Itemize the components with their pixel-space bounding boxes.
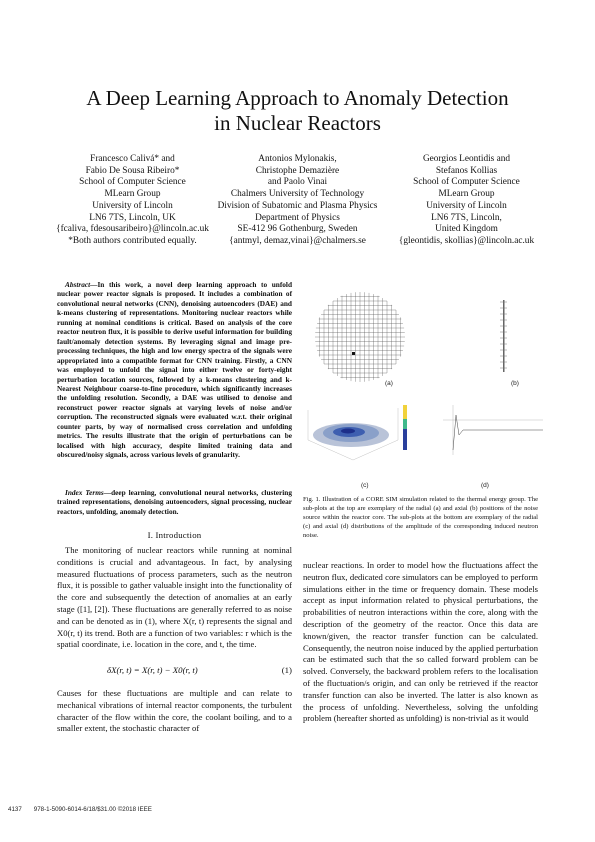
copyright-isbn: 978-1-5090-6014-6/18/$31.00 ©2018 IEEE bbox=[33, 806, 152, 813]
index-terms-label: Index Terms bbox=[65, 488, 104, 497]
subfig-label-c: (c) bbox=[361, 482, 369, 489]
author-email: {antmyl, demaz,vinai}@chalmers.se bbox=[229, 235, 366, 246]
author-line: LN6 7TS, Lincoln, UK bbox=[89, 212, 176, 223]
author-line: Division of Subatomic and Plasma Physics bbox=[217, 200, 378, 211]
author-line: SE-412 96 Gothenburg, Sweden bbox=[237, 224, 358, 235]
index-terms bbox=[57, 488, 292, 516]
figure-caption: Fig. 1. Illustration of a CORE SIM simulation related to the thermal energy group. The sub-plots at the top are exemplary of the radial (a) and axial (b) positions of the noise source within the reactor core. The sub-plots at the bottom are exemplary of the radial (c) and axial (d) distributions of the amplitude of the corresponding induced neutron noise. bbox=[303, 496, 538, 539]
intro-paragraph-1: The monitoring of nuclear reactors while running at nominal conditions is crucial and advantageous. In fact, by analysing measured fluctuations of process parameters, such as the neutron flux, it is possible to gather valuable insight into the functionality of the core and subsequently the detection of anomalies at an early stage ([1], [2]). These fluctuations are generally referred to as noise and can be denoted as in (1), where X(r, t) represents the signal and X0(r, t) its trend. Both are a function of two variables: r which is the spatial coordinate, i.e. location in the core, and t, the time. bbox=[57, 545, 292, 650]
author-email: {gleontidis, skollias}@lincoln.ac.uk bbox=[398, 235, 535, 246]
equation-text: δX(r, t) = X(r, t) − X0(r, t) bbox=[107, 665, 198, 675]
author-line: United Kingdom bbox=[435, 224, 498, 235]
author-line: Stefanos Kollias bbox=[435, 165, 498, 176]
intro-paragraph-3: nuclear reactions. In order to model how the fluctuations affect the neutron flux, dedicated core simulators can be employed to perform simulations either in the time or frequency domain. These models accept as input information related to physical perturbations, the probabilities of neutron interactions within the core, along with the description of the geometry of the reactor. Once this data are known/given, the reactor transfer function can be calculated. Consequently, the neutron noise induced by the applied perturbation can be estimated such that the so called forward problem can be solved. Conversely, the backward problem refers to the localisation of the fluctuation/s origin, and can only be retrieved if the reactor transfer function can also be inverted. The latter is also known as the process of unfolding. Nevertheless, solving the unfolding problem (hereafter shorted as unfolding) is non-trivial as it would bbox=[303, 560, 538, 724]
abstract bbox=[57, 280, 292, 460]
author-line: Department of Physics bbox=[255, 212, 340, 223]
section-heading: I. Introduction bbox=[147, 530, 202, 540]
figure-1-graphics bbox=[303, 280, 543, 492]
page-number: 4137 bbox=[8, 806, 22, 813]
subfig-c-radial-noise-surface bbox=[308, 405, 407, 460]
author-line: MLearn Group bbox=[438, 189, 495, 200]
author-line: and Paolo Vinai bbox=[267, 177, 328, 188]
author-block-1 bbox=[40, 154, 225, 248]
author-line: University of Lincoln bbox=[92, 200, 173, 211]
subfig-label-d: (d) bbox=[481, 482, 489, 489]
author-line: LN6 7TS, Lincoln, bbox=[431, 212, 502, 223]
author-line: School of Computer Science bbox=[413, 177, 520, 188]
abstract-text: —In this work, a novel deep learning approach to unfold nuclear power reactor signals is proposed. It includes a combination of convolutional neural networks (CNN), denoising autoencoders (DAE) and k-means clustering of representations. Monitoring nuclear reactors while running at nominal conditions is critical. Based on analysis of the core reactor neutron flux, it is possible to derive useful information for building fault/anomaly detection systems. By leveraging signal and image pre-processing techniques, the high and low energy spectra of the signals were appropriated into a compatible format for CNN training. Firstly, a CNN was employed to unfold the signal into either twelve or forty-eight perturbation location sources, followed by a k-means clustering and k-Nearest Neighbour coarse-to-fine procedure, which significantly increases the unfolding resolution. Secondly, a DAE was utilised to denoise and reconstruct power reactor signals at varying levels of noise and/or corruption. The reconstructed signals were evaluated w.r.t. their original counter parts, by way of normalised cross correlation and unfolding metrics. The results illustrate that the origin of perturbations can be localised with high accuracy, despite limited training data and obscured/noisy signals, across various levels of granularity. bbox=[57, 280, 292, 460]
subfig-b-axial-position bbox=[500, 300, 507, 372]
author-line: MLearn Group bbox=[104, 189, 161, 200]
subfig-a-core-grid bbox=[315, 292, 405, 382]
index-terms-text: —deep learning, convolutional neural networks, clustering trained representations, denoising autoencoders, signal processing, nuclear reactors, unfolding, anomaly detection. bbox=[57, 488, 292, 516]
figure-1 bbox=[303, 280, 543, 492]
equation-1 bbox=[57, 665, 292, 679]
author-line: Chalmers University of Technology bbox=[230, 189, 365, 200]
subfig-label-a: (a) bbox=[385, 380, 393, 387]
author-line: Fabio De Sousa Ribeiro* bbox=[85, 165, 180, 176]
paper-title bbox=[40, 86, 555, 136]
title-line-1: A Deep Learning Approach to Anomaly Detection bbox=[86, 86, 509, 110]
author-line: Georgios Leontidis and bbox=[422, 154, 511, 164]
abstract-label: Abstract bbox=[65, 280, 91, 289]
author-line: Francesco Calivá* and bbox=[90, 154, 175, 164]
author-block-3 bbox=[374, 154, 559, 248]
author-email: {fcaliva, fdesousaribeiro}@lincoln.ac.uk bbox=[56, 224, 209, 235]
author-line: Christophe Demazière bbox=[255, 165, 340, 176]
subfig-d-axial-noise-plot bbox=[443, 405, 543, 455]
page-footer bbox=[8, 806, 164, 813]
equation-number: (1) bbox=[281, 665, 292, 675]
author-block-2 bbox=[205, 154, 390, 248]
subfig-label-b: (b) bbox=[511, 380, 519, 387]
intro-paragraph-2: Causes for these fluctuations are multiple and can relate to mechanical vibrations of internal reactor components, the turbulent character of the flow within the core, the coolant boiling, and to a smaller extent, the stochastic character of bbox=[57, 688, 292, 734]
author-line: Antonios Mylonakis, bbox=[258, 154, 337, 164]
author-line: University of Lincoln bbox=[426, 200, 507, 211]
author-note: *Both authors contributed equally. bbox=[68, 235, 197, 246]
author-line: School of Computer Science bbox=[79, 177, 186, 188]
title-line-2: in Nuclear Reactors bbox=[214, 111, 381, 135]
